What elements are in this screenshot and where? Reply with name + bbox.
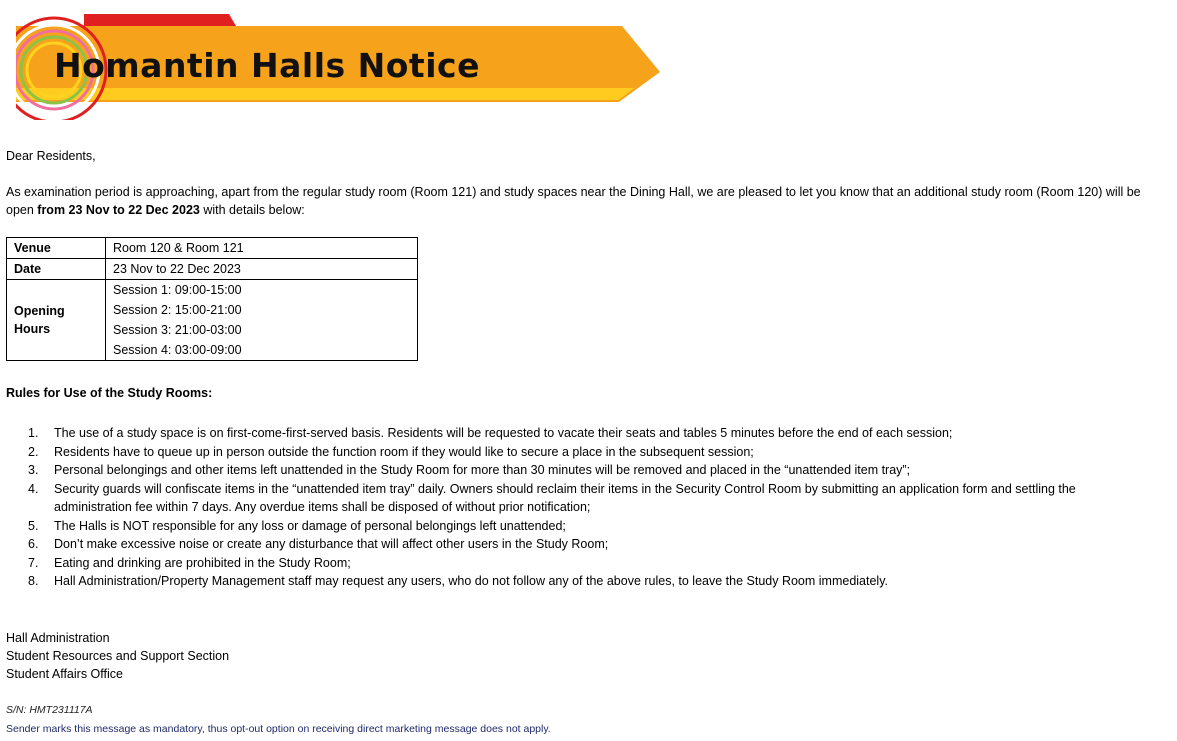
venue-row <box>7 238 418 259</box>
rule-text: The Halls is NOT responsible for any loss or damage of personal belongings left unattended; <box>54 518 566 533</box>
signature-line-2: Student Resources and Support Section <box>6 649 230 663</box>
rule-text: Residents have to queue up in person outside the function room if they would like to secure a place in the subsequent session; <box>54 444 754 459</box>
rule-text: Security guards will confiscate items in the “unattended item tray” daily. Owners should reclaim their items in the Security Control Room by submitting an application form and settling the administration fee within 7 days. Any overdue items shall be disposed of without prior notification; <box>54 481 1076 514</box>
rule-number: 1. <box>28 426 39 440</box>
footer-note: Sender marks this message as mandatory, thus opt-out option on receiving direct marketing message does not apply. <box>6 723 551 735</box>
rule-number: 2. <box>28 444 39 459</box>
session-2: Session 2: 15:00-21:00 <box>106 300 418 320</box>
opening-hours-label-line1: Opening <box>14 304 65 318</box>
intro-text-before: As examination period is approaching, apart from the regular study room (Room 121) and study spaces near the Dining Hall, we are pleased to let you know that an additional study room (Room 120) will be open <box>6 185 1141 217</box>
signature-line-3: Student Affairs Office <box>6 667 123 681</box>
rule-item <box>6 424 1156 443</box>
rule-number: 3. <box>28 463 39 477</box>
rule-item <box>6 572 1156 591</box>
session-row <box>7 280 418 301</box>
date-value: 23 Nov to 22 Dec 2023 <box>106 259 418 280</box>
session-1: Session 1: 09:00-15:00 <box>106 280 418 301</box>
rule-number: 6. <box>28 537 39 551</box>
rules-list <box>6 424 1156 591</box>
signature-line-1: Hall Administration <box>6 631 110 645</box>
greeting: Dear Residents, <box>6 149 96 163</box>
session-3: Session 3: 21:00-03:00 <box>106 320 418 340</box>
rule-number: 5. <box>28 518 39 533</box>
rule-text: Hall Administration/Property Management staff may request any users, who do not follow any of the above rules, to leave the Study Room immediately. <box>54 574 888 588</box>
session-4: Session 4: 03:00-09:00 <box>106 340 418 361</box>
intro-paragraph <box>6 183 1166 219</box>
rule-number: 7. <box>28 555 39 570</box>
rule-item <box>6 461 1156 480</box>
rule-number: 4. <box>28 481 39 496</box>
date-row <box>7 259 418 280</box>
rule-text: Personal belongings and other items left unattended in the Study Room for more than 30 minutes will be removed and placed in the “unattended item tray”; <box>54 463 911 477</box>
rule-item <box>6 535 1156 554</box>
rule-item <box>6 517 1156 536</box>
venue-label: Venue <box>7 238 106 259</box>
rule-item <box>6 554 1156 573</box>
opening-hours-label-line2: Hours <box>14 322 51 336</box>
notice-banner <box>14 10 664 120</box>
rule-number: 8. <box>28 574 39 588</box>
rule-item <box>6 480 1156 517</box>
opening-hours-label <box>7 280 106 361</box>
rule-text: The use of a study space is on first-come-first-served basis. Residents will be requested to vacate their seats and tables 5 minutes before the end of each session; <box>54 426 953 440</box>
intro-date-range: from 23 Nov to 22 Dec 2023 <box>37 203 200 217</box>
details-table <box>6 237 418 361</box>
rule-item <box>6 443 1156 462</box>
serial-number: S/N: HMT231117A <box>6 704 93 716</box>
venue-value: Room 120 & Room 121 <box>106 238 418 259</box>
rules-heading: Rules for Use of the Study Rooms: <box>6 386 213 400</box>
rule-text: Eating and drinking are prohibited in the Study Room; <box>54 555 351 570</box>
banner-title: Homantin Halls Notice <box>54 46 480 85</box>
rule-text: Don’t make excessive noise or create any disturbance that will affect other users in the Study Room; <box>54 537 609 551</box>
intro-text-after: with details below: <box>199 203 305 217</box>
date-label: Date <box>7 259 106 280</box>
